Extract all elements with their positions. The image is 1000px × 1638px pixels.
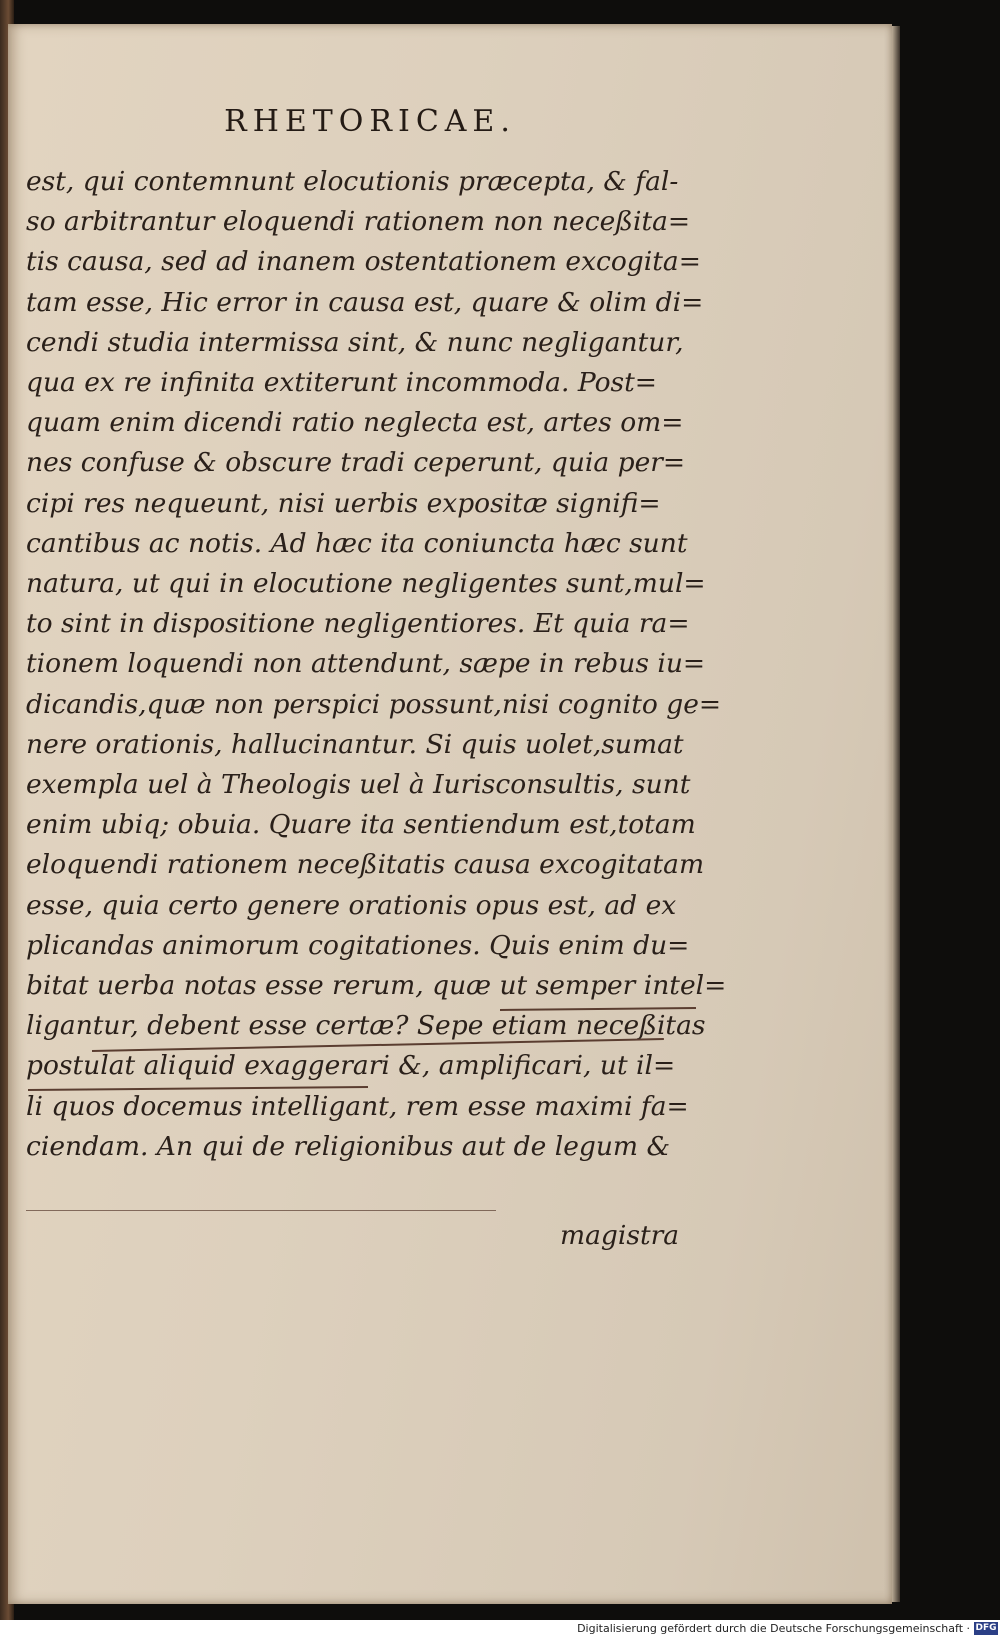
text-line: exempla uel à Theologis uel à Iurisconsultis, sunt	[26, 769, 691, 801]
text-line: so arbitrantur eloquendi rationem non neceßita=	[26, 206, 691, 238]
text-line: tam esse, Hic error in causa est, quare & olim di=	[26, 286, 704, 318]
text-line: cipi res nequeunt, nisi uerbis expositæ signifi=	[26, 487, 661, 519]
footer-bar	[0, 1620, 1000, 1638]
page-text-block	[26, 162, 727, 1167]
text-line: esse, quia certo genere orationis opus est, ad ex	[26, 889, 677, 921]
text-line: cendi studia intermissa sint, & nunc negligantur,	[26, 326, 684, 358]
page-edge	[892, 26, 900, 1602]
text-line: plicandas animorum cogitationes. Quis enim du=	[26, 929, 690, 961]
text-line: qua ex re infinita extiterunt incommoda. Post=	[26, 367, 657, 399]
dfg-logo: DFG	[975, 1623, 997, 1633]
text-line: dicandis,quæ non perspici possunt,nisi cognito ge=	[26, 688, 722, 720]
text-line: tionem loquendi non attendunt, sæpe in rebus iu=	[26, 648, 706, 680]
text-line: tis causa, sed ad inanem ostentationem excogita=	[26, 246, 701, 278]
running-head: RHETORICAE.	[224, 104, 516, 139]
text-line: postulat aliquid exaggerari &, amplificari, ut il=	[26, 1050, 676, 1082]
text-line: ligantur, debent esse certæ? Sepe etiam neceßitas	[26, 1010, 706, 1042]
text-line: eloquendi rationem neceßitatis causa excogitatam	[26, 849, 705, 881]
text-line: nes confuse & obscure tradi ceperunt, quia per=	[26, 447, 686, 479]
text-line: nere orationis, hallucinantur. Si quis uolet,sumat	[26, 728, 684, 760]
catchword: magistra	[560, 1220, 680, 1251]
handwritten-underline	[26, 1210, 496, 1211]
funding-credit: Digitalisierung gefördert durch die Deutsche Forschungsgemeinschaft ·	[577, 1622, 970, 1635]
text-line: quam enim dicendi ratio neglecta est, artes om=	[26, 407, 684, 439]
text-line: bitat uerba notas esse rerum, quæ ut semper intel=	[26, 970, 727, 1002]
text-line: cantibus ac notis. Ad hæc ita coniuncta hæc sunt	[26, 527, 688, 559]
text-line: ciendam. An qui de religionibus aut de legum &	[26, 1130, 671, 1162]
text-line: to sint in dispositione negligentiores. Et quia ra=	[26, 608, 690, 640]
text-line: natura, ut qui in elocutione negligentes sunt,mul=	[26, 568, 706, 600]
text-line: li quos docemus intelligant, rem esse maximi fa=	[26, 1090, 689, 1122]
text-line: est, qui contemnunt elocutionis præcepta, & fal-	[26, 166, 679, 197]
text-line: enim ubiq; obuia. Quare ita sentiendum est,totam	[26, 809, 696, 841]
